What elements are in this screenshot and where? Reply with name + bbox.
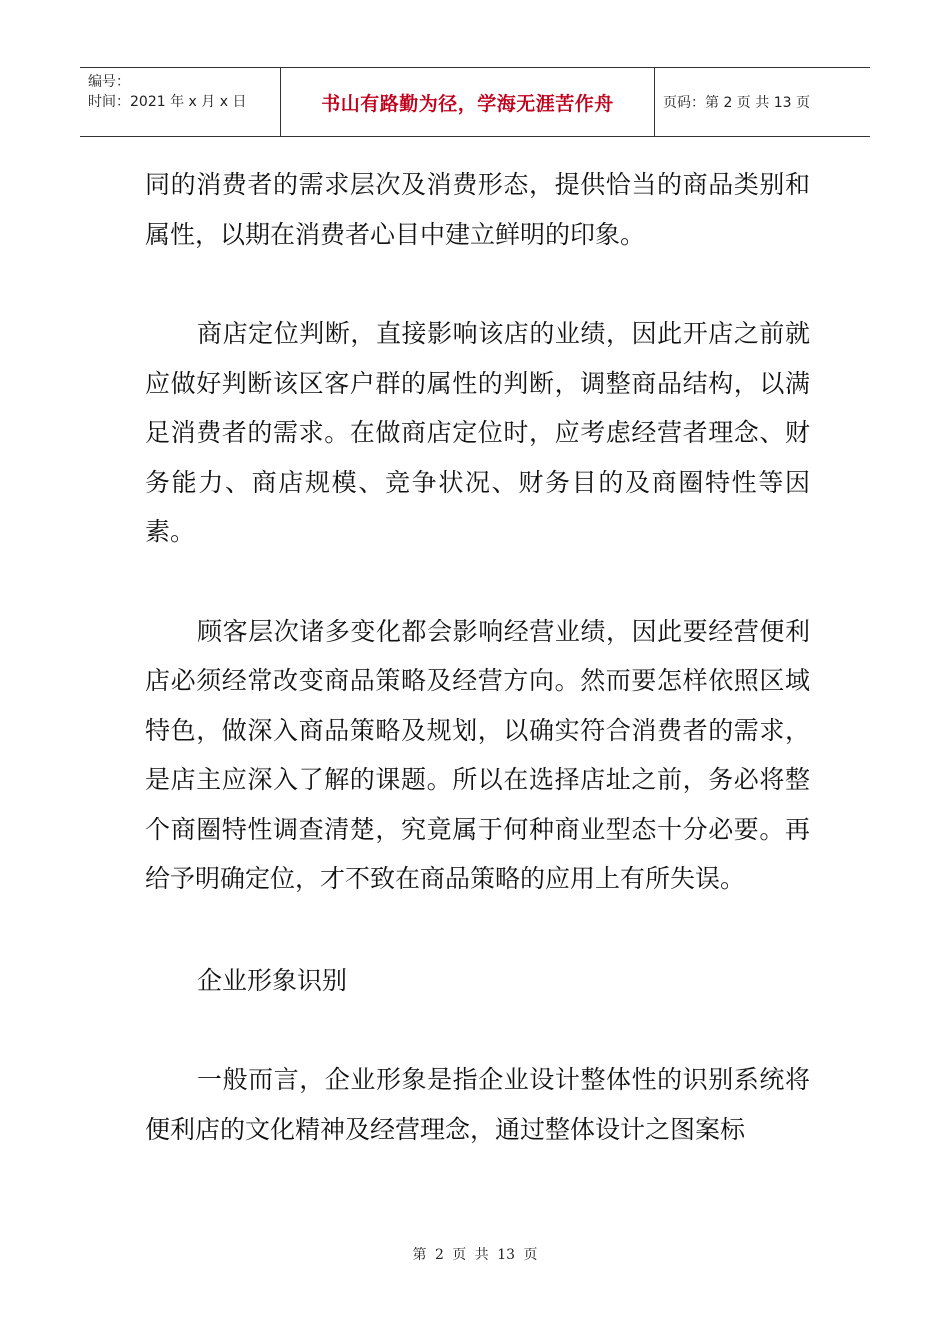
paragraph-spacer (145, 1005, 810, 1055)
page-footer: 第 2 页 共 13 页 (412, 1247, 538, 1263)
paragraph-spacer (145, 904, 810, 956)
paragraph-store-positioning: 商店定位判断，直接影响该店的业绩，因此开店之前就应做好判断该区客户群的属性的判断，调整商品结构，以满足消费者的需求。在做商店定位时，应考虑经营者理念、财务能力、商店规模、竞争状况、财务目的及商圈特性等因素。 (145, 319, 810, 546)
paragraph-customer-levels: 顾客层次诸多变化都会影响经营业绩，因此要经营便利店必须经常改变商品策略及经营方向。然而要怎样依照区域特色，做深入商品策略及规划，以确实符合消费者的需求，是店主应深入了解的课题。所以在选择店址之前，务必将整个商圈特性调查清楚，究竟属于何种商业型态十分必要。再给予明确定位，才不致在商品策略的应用上有所失误。 (145, 616, 810, 893)
document-body (145, 160, 810, 1154)
document-date: 时间：2021 年 x 月 x 日 (88, 94, 247, 110)
paragraph-continued: 同的消费者的需求层次及消费形态，提供恰当的商品类别和属性，以期在消费者心目中建立鲜明的印象。 (145, 170, 810, 249)
section-heading: 企业形象识别 (197, 965, 348, 995)
paragraph-spacer (145, 557, 810, 607)
header-page-info: 页码：第 2 页 共 13 页 (663, 95, 810, 111)
paragraph-corporate-identity: 一般而言，企业形象是指企业设计整体性的识别系统将便利店的文化精神及经营理念，通过整体设计之图案标 (145, 1065, 810, 1144)
document-number-label: 编号： (88, 74, 130, 90)
paragraph-spacer (145, 259, 810, 309)
page-header (80, 67, 870, 137)
header-motto: 书山有路勤为径，学海无涯苦作舟 (281, 68, 655, 136)
header-meta (80, 68, 281, 136)
